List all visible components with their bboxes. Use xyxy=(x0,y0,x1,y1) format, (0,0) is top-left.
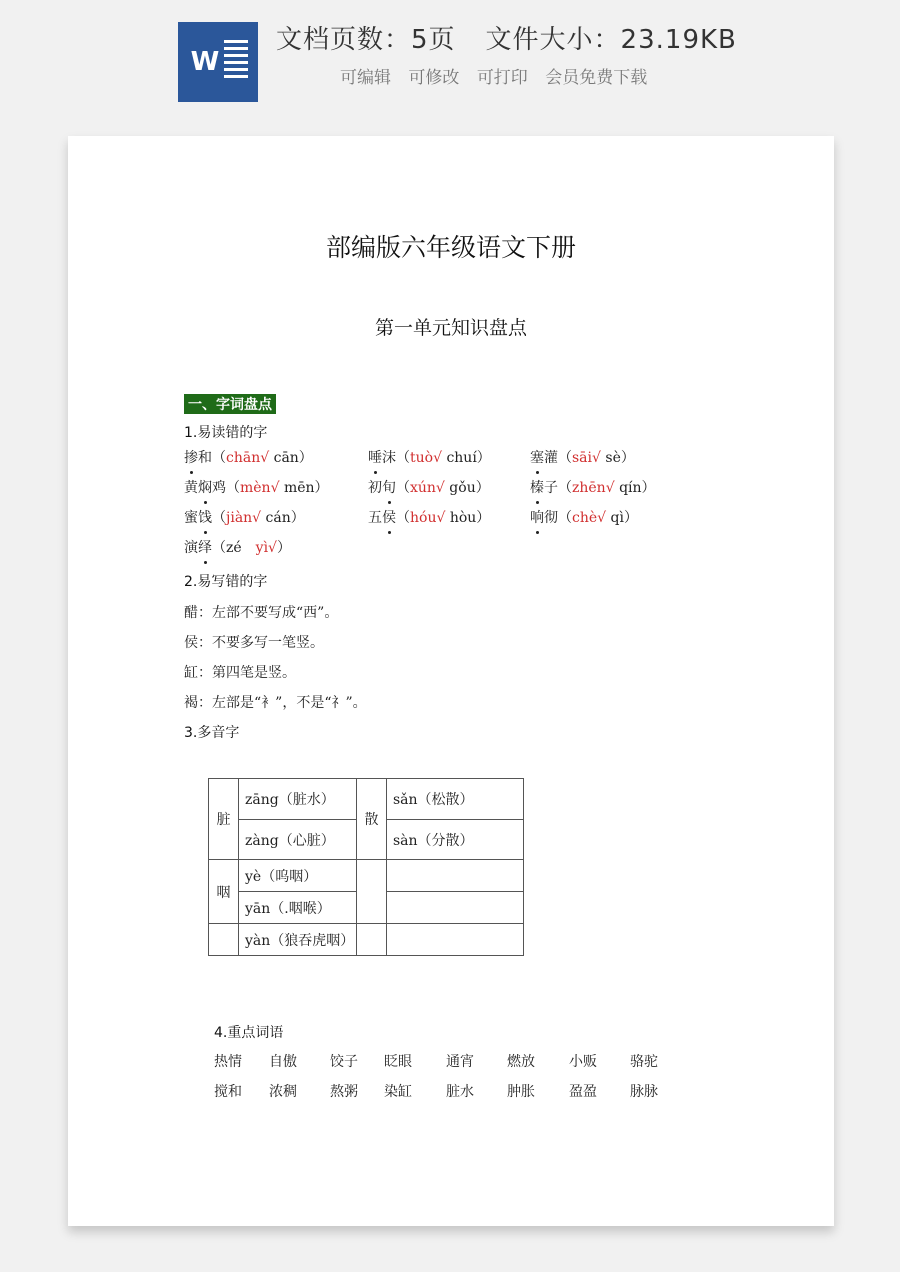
keyword: 眨眼 xyxy=(384,1054,412,1070)
misread-item: 响彻（chè√ qì） xyxy=(530,506,638,530)
feature-list xyxy=(340,66,659,90)
dotted-char: 绎 xyxy=(198,536,212,560)
doc-title: 部编版六年级语文下册 xyxy=(325,233,576,262)
misread-item: 塞灌（sāi√ sè） xyxy=(530,446,635,470)
misread-item: 演绎（zé yì√） xyxy=(184,536,291,560)
empty-cell xyxy=(357,860,387,924)
word-icon-lines xyxy=(224,40,248,84)
feature-modifiable: 可修改 xyxy=(408,68,460,88)
feature-printable: 可打印 xyxy=(476,68,528,88)
keyword: 小贩 xyxy=(569,1054,597,1070)
empty-cell xyxy=(209,924,239,956)
misread-item: 唾沫（tuò√ chuí） xyxy=(368,446,491,470)
correct-reading: sāi√ xyxy=(572,450,601,466)
keyword: 热情 xyxy=(214,1054,242,1070)
miswrite-item: 侯：不要多写一笔竖。 xyxy=(184,635,324,651)
keyword: 熬粥 xyxy=(330,1084,358,1100)
correct-reading: chān√ xyxy=(226,450,270,466)
empty-cell xyxy=(387,892,524,924)
polyphone-reading: yàn（狼吞虎咽） xyxy=(239,924,357,956)
polyphone-char: 散 xyxy=(357,779,387,860)
misread-item: 五侯（hóu√ hòu） xyxy=(368,506,490,530)
keyword: 脉脉 xyxy=(630,1084,658,1100)
unit-title: 第一单元知识盘点 xyxy=(374,317,527,339)
polyphone-reading: yān（.咽喉） xyxy=(239,892,357,924)
keyword: 浓稠 xyxy=(269,1084,297,1100)
misread-item: 初旬（xún√ gǒu） xyxy=(368,476,490,500)
dotted-char: 饯 xyxy=(198,506,212,530)
miswrite-item: 缸：第四笔是竖。 xyxy=(184,665,296,681)
correct-reading: jiàn√ xyxy=(226,510,262,526)
polyphone-reading: zāng（脏水） xyxy=(239,779,357,820)
dotted-char: 响 xyxy=(530,506,544,530)
doc-stats xyxy=(276,22,737,58)
feature-member-download: 会员免费下载 xyxy=(545,68,648,88)
polyphone-reading: sǎn（松散） xyxy=(387,779,524,820)
dotted-char: 唾 xyxy=(368,446,382,470)
dotted-char: 塞 xyxy=(530,446,544,470)
dotted-char: 旬 xyxy=(382,476,396,500)
word-icon-letter: W xyxy=(190,47,220,77)
polyphone-table xyxy=(208,778,524,956)
miswrite-item: 醋：左部不要写成“西”。 xyxy=(184,605,339,621)
polyphone-char: 脏 xyxy=(209,779,239,860)
file-size: 文件大小：23.19KB xyxy=(485,25,737,55)
polyphone-char: 咽 xyxy=(209,860,239,924)
misread-item: 蜜饯（jiàn√ cán） xyxy=(184,506,305,530)
empty-cell xyxy=(387,924,524,956)
document-page xyxy=(68,136,834,1226)
dotted-char: 侯 xyxy=(382,506,396,530)
keyword: 染缸 xyxy=(384,1084,412,1100)
correct-reading: yì√ xyxy=(255,540,277,556)
correct-reading: mèn√ xyxy=(240,480,280,496)
keyword: 盈盈 xyxy=(569,1084,597,1100)
correct-reading: chè√ xyxy=(572,510,607,526)
keyword: 肿胀 xyxy=(507,1084,535,1100)
misread-item: 掺和（chān√ cān） xyxy=(184,446,313,470)
subheading-miswrite: 2.易写错的字 xyxy=(184,574,268,590)
correct-reading: zhēn√ xyxy=(572,480,615,496)
polyphone-reading: zàng（心脏） xyxy=(239,820,357,860)
correct-reading: hóu√ xyxy=(410,510,446,526)
keyword: 通宵 xyxy=(446,1054,474,1070)
keyword: 自傲 xyxy=(269,1054,297,1070)
keyword: 燃放 xyxy=(507,1054,535,1070)
dotted-char: 掺 xyxy=(184,446,198,470)
feature-editable: 可编辑 xyxy=(340,68,391,88)
misread-item: 榛子（zhēn√ qín） xyxy=(530,476,656,500)
polyphone-reading: sàn（分散） xyxy=(387,820,524,860)
subheading-misread: 1.易读错的字 xyxy=(184,425,268,441)
dotted-char: 榛 xyxy=(530,476,544,500)
subheading-keywords: 4.重点词语 xyxy=(214,1025,284,1041)
keyword: 搅和 xyxy=(214,1084,242,1100)
doc-info-header xyxy=(0,0,900,130)
correct-reading: tuò√ xyxy=(410,450,442,466)
dotted-char: 焖 xyxy=(198,476,212,500)
polyphone-reading: yè（呜咽） xyxy=(239,860,357,892)
correct-reading: xún√ xyxy=(410,480,445,496)
word-icon xyxy=(178,22,258,102)
misread-item: 黄焖鸡（mèn√ mēn） xyxy=(184,476,329,500)
page-count: 文档页数：5页 xyxy=(276,25,456,55)
miswrite-item: 褐：左部是“衤”，不是“礻”。 xyxy=(184,695,367,711)
keyword: 脏水 xyxy=(446,1084,474,1100)
keyword: 骆驼 xyxy=(630,1054,658,1070)
empty-cell xyxy=(387,860,524,892)
keyword: 饺子 xyxy=(330,1054,358,1070)
subheading-polyphones: 3.多音字 xyxy=(184,725,240,741)
empty-cell xyxy=(357,924,387,956)
section-heading: 一、字词盘点 xyxy=(184,394,276,414)
